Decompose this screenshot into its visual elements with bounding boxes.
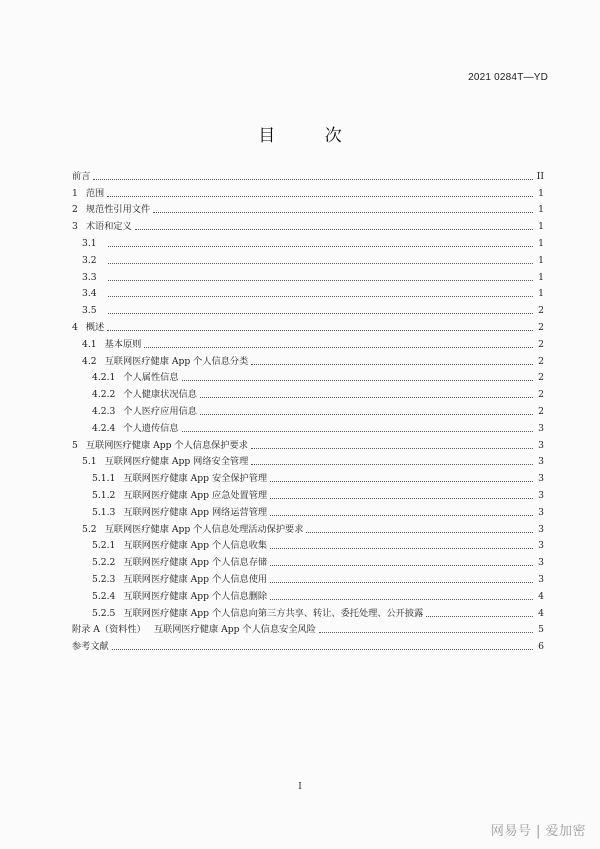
dot-leader [251,364,533,365]
toc-entry[interactable] [72,249,544,266]
toc-entry-page: 6 [538,641,544,653]
toc-entry[interactable] [72,585,544,602]
toc-entry-number: 5.2 [82,523,97,535]
dot-leader [270,498,533,499]
toc-entry-title: 个人属性信息 [123,372,179,384]
toc-entry-page: 3 [538,573,544,585]
toc-entry[interactable] [72,350,544,367]
toc-entry-number: 5.2.3 [92,573,116,585]
toc-entry[interactable] [72,619,544,636]
toc-entry[interactable] [72,400,544,417]
toc-entry-page: 3 [538,557,544,569]
toc-entry-title: 互联网医疗健康 App 网络安全管理 [104,456,249,468]
toc-entry-page: 2 [538,338,544,350]
dot-leader [270,548,533,549]
toc-entry-page: 1 [538,204,544,216]
toc-entry[interactable] [72,467,544,484]
toc-entry[interactable] [72,383,544,400]
page-number: I [298,782,302,792]
toc-entry-title: 个人遗传信息 [123,422,179,434]
toc-entry-title: 互联网医疗健康 App 网络运营管理 [123,506,268,518]
dot-leader [270,481,533,482]
toc-entry[interactable] [72,333,544,350]
dot-leader [107,196,533,197]
toc-entry-number: 5.1.2 [92,489,116,501]
toc-entry[interactable] [72,266,544,283]
toc-entry-number: 5 [72,439,78,451]
toc-entry[interactable] [72,417,544,434]
toc-entry-number: 3.5 [82,305,97,317]
toc-entry-title: 规范性引用文件 [85,204,151,216]
toc-entry[interactable] [72,635,544,652]
toc-entry[interactable] [72,568,544,585]
dot-leader [108,280,533,281]
toc-entry-number: 4.1 [82,338,97,350]
dot-leader [319,632,533,633]
toc-entry-page: 1 [538,271,544,283]
toc-entry-page: 3 [538,489,544,501]
toc-entry-number: 3.1 [82,237,97,249]
dot-leader [108,296,533,297]
toc-entry-page: 2 [538,305,544,317]
toc-entry-page: 4 [538,590,544,602]
toc-entry-page: 5 [538,624,544,636]
toc-entry-page: 2 [538,389,544,401]
toc-entry-number: 附录 A（资料性） [72,624,146,636]
toc-entry[interactable] [72,535,544,552]
toc-entry-number: 5.1.3 [92,506,116,518]
toc-entry-title: 互联网医疗健康 App 个人信息保护要求 [85,439,248,451]
toc-entry-title: 基本原则 [104,338,142,350]
toc-entry-page: II [536,170,544,182]
toc-entry-title: 互联网医疗健康 App 个人信息存储 [123,557,268,569]
toc-entry-number: 5.1.1 [92,473,116,485]
toc-entry[interactable] [72,215,544,232]
toc-entry-title: 前言 [72,170,91,182]
dot-leader [112,649,533,650]
toc-entry-title: 互联网医疗健康 App 个人信息分类 [104,355,249,367]
dot-leader [270,582,533,583]
toc-entry-page: 2 [538,405,544,417]
toc-entry-page: 3 [538,523,544,535]
toc-entry-page: 3 [538,439,544,451]
toc-entry-title: 互联网医疗健康 App 个人信息安全风险 [153,624,316,636]
dot-leader [153,212,533,213]
toc-entry-number: 3.3 [82,271,97,283]
toc-entry-title: 互联网医疗健康 App 个人信息收集 [123,540,268,552]
dot-leader [182,431,533,432]
toc-entry[interactable] [72,367,544,384]
toc-entry-page: 4 [538,607,544,619]
toc-entry-page: 3 [538,540,544,552]
toc-entry-number: 4 [72,321,78,333]
toc-entry-title: 范围 [85,187,105,199]
toc-entry-page: 2 [538,372,544,384]
toc-entry-title: 互联网医疗健康 App 个人信息向第三方共享、转让、委托处理、公开披露 [123,607,424,619]
toc-entry-title: 个人医疗应用信息 [123,405,197,417]
dot-leader [200,397,533,398]
toc-entry[interactable] [72,602,544,619]
toc-entry[interactable] [72,551,544,568]
toc-entry-page: 3 [538,422,544,434]
dot-leader [108,263,533,264]
toc-entry[interactable] [72,283,544,300]
dot-leader [426,616,533,617]
toc-entry[interactable] [72,199,544,216]
toc-entry-number: 3.2 [82,254,97,266]
toc-entry-number: 3.4 [82,288,97,300]
toc-entry-number: 3 [72,221,78,233]
table-of-contents [72,165,544,652]
toc-entry-title: 个人健康状况信息 [123,389,197,401]
toc-entry-title: 术语和定义 [85,221,132,233]
toc-entry[interactable] [72,484,544,501]
toc-entry-number: 4.2.1 [92,372,116,384]
dot-leader [107,330,533,331]
dot-leader [270,599,533,600]
toc-entry[interactable] [72,316,544,333]
dot-leader [200,414,533,415]
toc-entry-title: 概述 [85,321,105,333]
toc-entry[interactable] [72,434,544,451]
toc-entry-page: 1 [538,237,544,249]
dot-leader [135,229,533,230]
toc-entry-number: 5.2.2 [92,557,116,569]
toc-entry-number: 2 [72,204,78,216]
toc-entry-title: 互联网医疗健康 App 个人信息删除 [123,590,268,602]
dot-leader [270,565,533,566]
dot-leader [270,515,533,516]
toc-entry-number: 4.2.4 [92,422,116,434]
toc-entry[interactable] [72,232,544,249]
toc-entry-page: 2 [538,355,544,367]
dot-leader [93,179,533,180]
toc-entry-page: 1 [538,288,544,300]
toc-entry-number: 4.2.3 [92,405,116,417]
dot-leader [251,464,533,465]
toc-entry-title: 互联网医疗健康 App 个人信息使用 [123,573,268,585]
toc-entry-number: 5.2.4 [92,590,116,602]
toc-entry-number: 4.2 [82,355,97,367]
toc-entry[interactable] [72,518,544,535]
toc-entry-number: 5.1 [82,456,97,468]
toc-entry-page: 2 [538,321,544,333]
toc-entry[interactable] [72,451,544,468]
toc-entry-title: 互联网医疗健康 App 安全保护管理 [123,473,268,485]
dot-leader [182,380,533,381]
toc-entry-page: 3 [538,506,544,518]
toc-title: 目 次 [258,126,364,146]
toc-entry-number: 5.2.5 [92,607,116,619]
toc-entry[interactable] [72,501,544,518]
toc-entry-number: 5.2.1 [92,540,116,552]
toc-entry[interactable] [72,165,544,182]
dot-leader [108,313,533,314]
toc-entry-title: 互联网医疗健康 App 个人信息处理活动保护要求 [104,523,304,535]
dot-leader [251,448,533,449]
toc-entry-page: 1 [538,221,544,233]
toc-entry-page: 3 [538,473,544,485]
document-code: 2021 0284T—YD [468,72,548,83]
toc-entry-title: 参考文献 [72,641,109,653]
dot-leader [108,246,533,247]
toc-entry-title: 互联网医疗健康 App 应急处置管理 [123,489,268,501]
toc-entry-number: 4.2.2 [92,389,116,401]
toc-entry-page: 1 [538,187,544,199]
source-watermark: 网易号 | 爱加密 [490,824,586,839]
toc-entry[interactable] [72,182,544,199]
toc-entry-number: 1 [72,187,78,199]
toc-entry-page: 1 [538,254,544,266]
dot-leader [144,347,533,348]
toc-entry-page: 3 [538,456,544,468]
dot-leader [306,532,533,533]
toc-entry[interactable] [72,299,544,316]
